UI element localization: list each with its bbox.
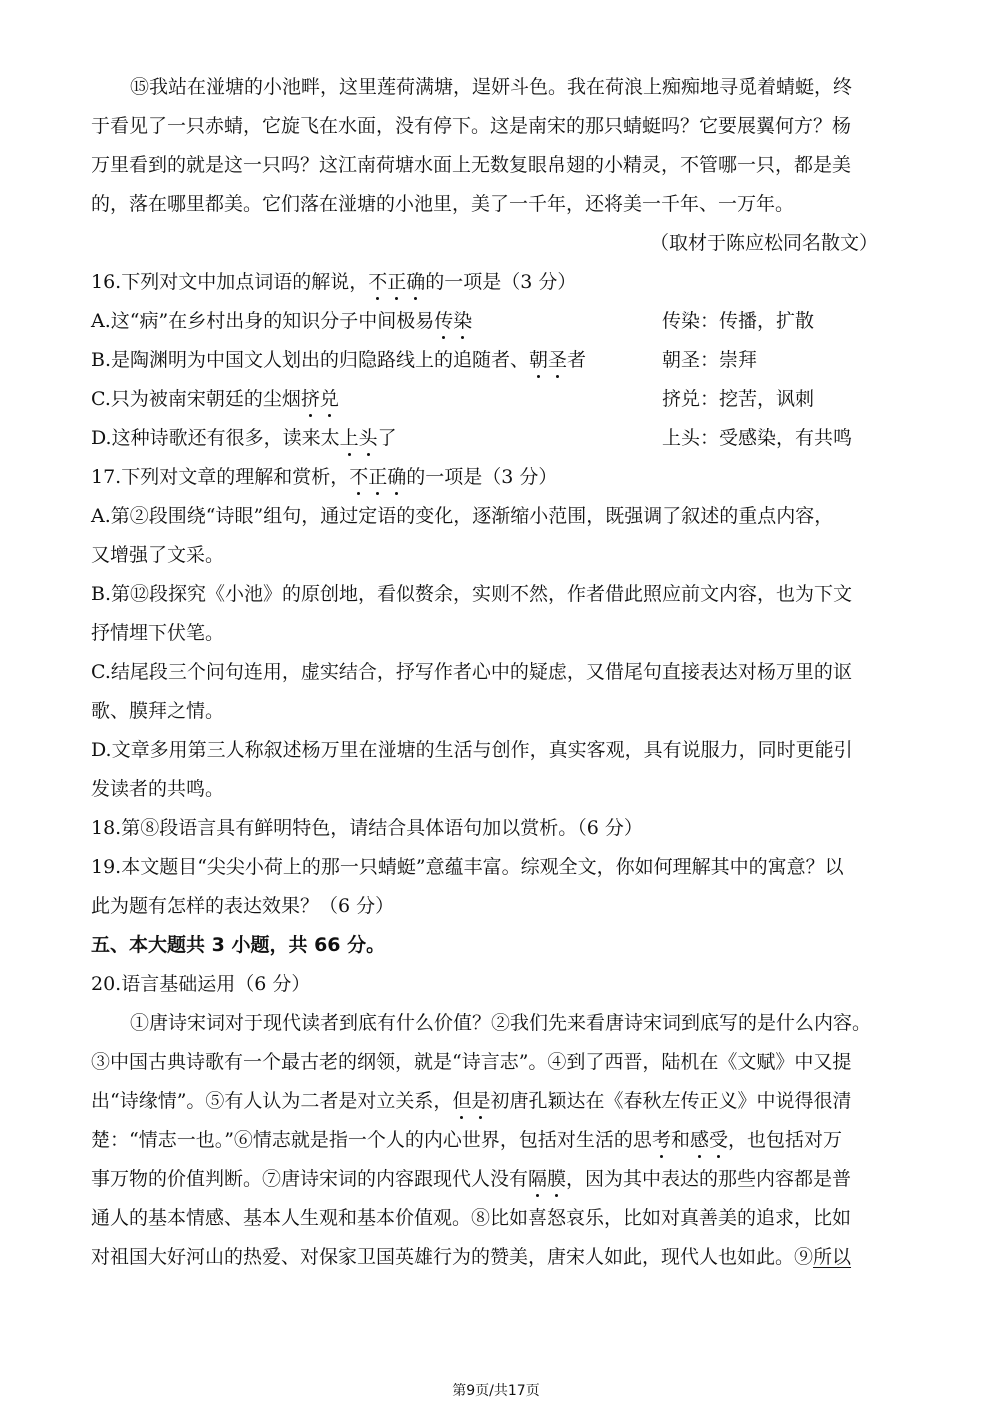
emphasis-char: 膜 — [547, 1168, 567, 1190]
emphasis-char: 考 — [651, 1129, 671, 1151]
emphasis-char: 朝 — [529, 349, 549, 371]
question-17-stem — [91, 464, 557, 490]
question-19-line-1: 19.本文题目“尖尖小荷上的那一只蜻蜓”意蕴丰富。综观全文，你如何理解其中的寓意？以 — [91, 856, 844, 878]
question-17-option-c-line-1: C.结尾段三个问句连用，虚实结合，抒写作者心中的疑虑，又借尾句直接表达对杨万里的讴 — [91, 661, 852, 683]
question-17-option-d-line-1: D.文章多用第三人称叙述杨万里在湴塘的生活与创作，真实客观，具有说服力，同时更能引 — [91, 739, 853, 761]
question-16-stem — [91, 269, 576, 295]
question-16-stem-text: 的一项是（3 分） — [425, 271, 577, 293]
option-text: A.这“病”在乡村出身的知识分子中间极易 — [91, 310, 435, 332]
emphasis-char: 圣 — [548, 349, 568, 371]
emphasis-char: 头 — [358, 427, 378, 449]
paragraph-15-line-1: ⑮我站在湴塘的小池畔，这里莲荷满塘，逞妍斗色。我在荷浪上痴痴地寻觅着蜻蜓，终 — [130, 76, 853, 98]
question-18: 18.第⑧段语言具有鲜明特色，请结合具体语句加以赏析。（6 分） — [91, 817, 643, 839]
question-16-option-b — [91, 347, 586, 373]
emphasis-char: 感 — [689, 1129, 709, 1151]
emphasis-char: 正 — [387, 271, 407, 293]
emphasis-char: 不 — [368, 271, 388, 293]
question-17-stem-text: 的一项是（3 分） — [406, 466, 558, 488]
paragraph-15-line-3: 万里看到的就是这一只吗？这江南荷塘水面上无数复眼帛翅的小精灵，不管哪一只，都是美 — [91, 154, 852, 176]
passage-text: 和 — [670, 1129, 690, 1151]
question-16-option-a-explanation: 传染：传播，扩散 — [662, 310, 815, 332]
question-20-line-1: ①唐诗宋词对于现代读者到底有什么价值？②我们先来看唐诗宋词到底写的是什么内容。 — [130, 1012, 872, 1034]
option-text: D.这种诗歌还有很多，读来太 — [91, 427, 340, 449]
question-20-line-6: 通人的基本情感、基本人生观和基本价值观。⑧比如喜怒哀乐，比如对真善美的追求，比如 — [91, 1207, 852, 1229]
question-16-stem-text: 16.下列对文中加点词语的解说， — [91, 271, 369, 293]
passage-text: 出“诗缘情”。⑤有人认为二者是对立关系， — [91, 1090, 453, 1112]
underlined-text: 所以 — [813, 1246, 852, 1268]
emphasis-char: 挤 — [300, 388, 320, 410]
passage-text: 事万物的价值判断。⑦唐诗宋词的内容跟现代人没有 — [91, 1168, 529, 1190]
passage-text: 初唐孔颖达在《春秋左传正义》中说得很清 — [490, 1090, 852, 1112]
option-text: C.只为被南宋朝廷的尘烟 — [91, 388, 301, 410]
emphasis-char: 不 — [349, 466, 369, 488]
question-17-option-b-line-1: B.第⑫段探究《小池》的原创地，看似赘余，实则不然，作者借此照应前文内容，也为下文 — [91, 583, 853, 605]
question-17-stem-text: 17.下列对文章的理解和赏析， — [91, 466, 350, 488]
passage-text: 对祖国大好河山的热爱、对保家卫国英雄行为的赞美，唐宋人如此，现代人也如此。⑨ — [91, 1246, 814, 1268]
emphasis-char: 染 — [453, 310, 473, 332]
question-16-option-a — [91, 308, 472, 334]
emphasis-char: 是 — [471, 1090, 491, 1112]
emphasis-char: 正 — [368, 466, 388, 488]
question-20-line-3 — [91, 1088, 851, 1114]
question-17-option-a-line-1: A.第②段围绕“诗眼”组句，通过定语的变化，逐渐缩小范围，既强调了叙述的重点内容， — [91, 505, 834, 527]
option-text: B.是陶渊明为中国文人划出的归隐路线上的追随者、 — [91, 349, 530, 371]
question-17-option-a-line-2: 又增强了文采。 — [91, 544, 225, 566]
option-text: 了 — [377, 427, 397, 449]
question-20-line-5 — [91, 1166, 851, 1192]
passage-text: ，也包括对万 — [728, 1129, 843, 1151]
section-5-heading: 五、本大题共 3 小题，共 66 分。 — [91, 934, 386, 956]
emphasis-char: 但 — [452, 1090, 472, 1112]
emphasis-char: 受 — [708, 1129, 728, 1151]
question-20-title: 20.语言基础运用（6 分） — [91, 973, 311, 995]
emphasis-char: 确 — [406, 271, 426, 293]
emphasis-char: 传 — [434, 310, 454, 332]
emphasis-char: 确 — [387, 466, 407, 488]
question-20-line-7 — [91, 1244, 851, 1270]
emphasis-char: 兑 — [319, 388, 339, 410]
paragraph-15-line-4: 的，落在哪里都美。它们落在湴塘的小池里，美了一千年，还将美一千年、一万年。 — [91, 193, 795, 215]
passage-text: ，因为其中表达的那些内容都是普 — [566, 1168, 852, 1190]
paragraph-15-line-2: 于看见了一只赤蜻，它旋飞在水面，没有停下。这是南宋的那只蜻蜓吗？它要展翼何方？杨 — [91, 115, 852, 137]
question-16-option-d — [91, 425, 397, 451]
question-20-line-4 — [91, 1127, 842, 1153]
question-17-option-c-line-2: 歌、膜拜之情。 — [91, 700, 225, 722]
emphasis-char: 隔 — [528, 1168, 548, 1190]
question-17-option-d-line-2: 发读者的共鸣。 — [91, 778, 225, 800]
question-16-option-b-explanation: 朝圣：崇拜 — [662, 349, 758, 371]
option-text: 者 — [567, 349, 587, 371]
question-20-line-2: ③中国古典诗歌有一个最古老的纲领，就是“诗言志”。④到了西晋，陆机在《文赋》中又提 — [91, 1051, 852, 1073]
question-16-option-c-explanation: 挤兑：挖苦，讽刺 — [662, 388, 815, 410]
source-note: （取材于陈应松同名散文） — [650, 232, 879, 254]
question-17-option-b-line-2: 抒情埋下伏笔。 — [91, 622, 225, 644]
emphasis-char: 上 — [339, 427, 359, 449]
question-16-option-c — [91, 386, 339, 412]
passage-text: 楚：“情志一也。”⑥情志就是指一个人的内心世界，包括对生活的思 — [91, 1129, 652, 1151]
page-number: 第9页/共17页 — [452, 1383, 540, 1399]
question-16-option-d-explanation: 上头：受感染，有共鸣 — [662, 427, 853, 449]
question-19-line-2: 此为题有怎样的表达效果？（6 分） — [91, 895, 395, 917]
